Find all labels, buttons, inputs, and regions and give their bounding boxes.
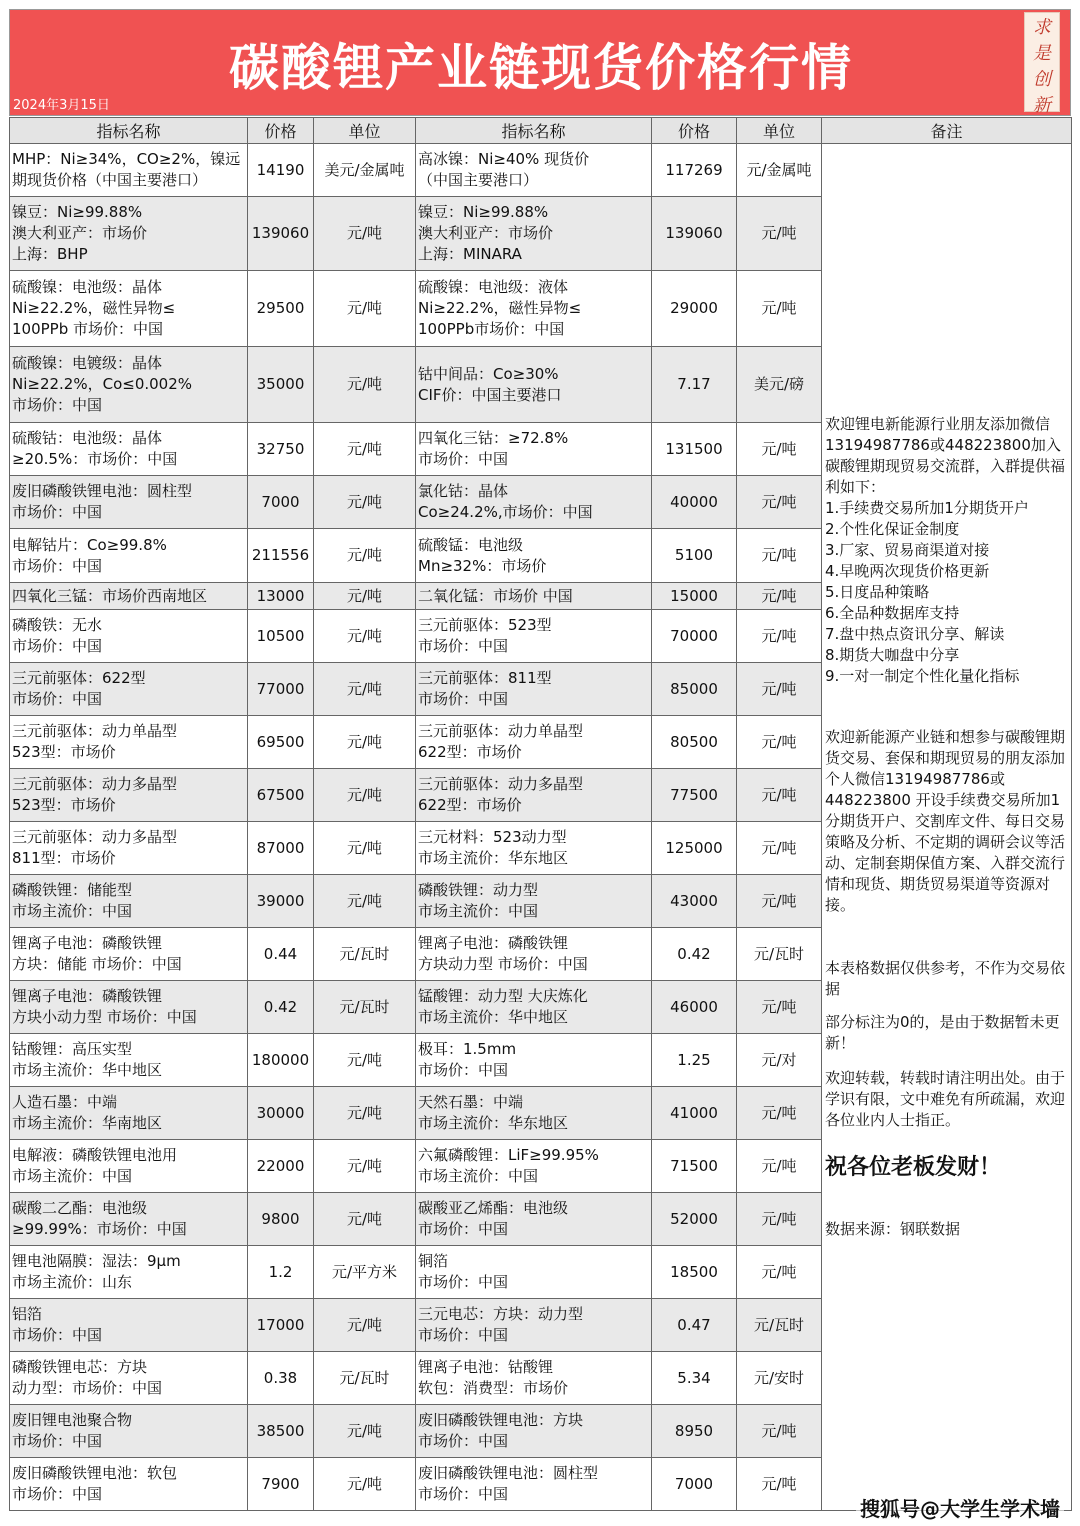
item-unit-right: 元/金属吨 <box>737 144 822 197</box>
item-name-right: 硫酸锰：电池级 Mn≥32%：市场价 <box>416 529 652 583</box>
item-price-right: 7.17 <box>652 347 737 423</box>
col-header-name: 指标名称 <box>416 118 652 144</box>
item-price-right: 5.34 <box>652 1352 737 1405</box>
item-name-left: 三元前驱体：动力多晶型 811型：市场价 <box>10 822 248 875</box>
col-header-notes: 备注 <box>822 118 1072 144</box>
item-price-left: 17000 <box>248 1299 314 1352</box>
item-unit-right: 元/吨 <box>737 1087 822 1140</box>
item-name-left: 硫酸镍：电镀级：晶体 Ni≥22.2%，Co≤0.002% 市场价：中国 <box>10 347 248 423</box>
item-name-right: 铜箔 市场价：中国 <box>416 1246 652 1299</box>
item-price-left: 10500 <box>248 610 314 663</box>
item-name-left: 废旧锂电池聚合物 市场价：中国 <box>10 1405 248 1458</box>
item-price-left: 77000 <box>248 663 314 716</box>
item-unit-right: 元/吨 <box>737 716 822 769</box>
item-unit-left: 元/吨 <box>314 1405 416 1458</box>
item-unit-right: 元/吨 <box>737 981 822 1034</box>
item-unit-right: 元/吨 <box>737 1193 822 1246</box>
item-price-left: 211556 <box>248 529 314 583</box>
seal-char: 新 <box>1033 95 1051 116</box>
item-unit-left: 元/吨 <box>314 1458 416 1511</box>
item-unit-right: 元/吨 <box>737 476 822 529</box>
item-price-left: 0.38 <box>248 1352 314 1405</box>
item-name-right: 极耳：1.5mm 市场价：中国 <box>416 1034 652 1087</box>
item-unit-right: 元/对 <box>737 1034 822 1087</box>
item-price-left: 14190 <box>248 144 314 197</box>
item-name-left: 废旧磷酸铁锂电池：软包 市场价：中国 <box>10 1458 248 1511</box>
item-unit-left: 元/吨 <box>314 610 416 663</box>
notes-intro: 欢迎锂电新能源行业朋友添加微信 13194987786或448223800加入碳酸锂期现贸易交流群，入群提供福利如下： <box>825 415 1066 496</box>
item-unit-left: 元/瓦时 <box>314 981 416 1034</box>
price-table <box>9 117 1072 1511</box>
watermark: 搜狐号@大学生学术墙 <box>856 1493 1064 1522</box>
item-price-left: 30000 <box>248 1087 314 1140</box>
item-price-left: 67500 <box>248 769 314 822</box>
item-unit-right: 元/瓦时 <box>737 928 822 981</box>
item-price-left: 139060 <box>248 197 314 271</box>
notes-disclaimer: 本表格数据仅供参考，不作为交易依据 <box>825 959 1066 998</box>
item-unit-right: 元/吨 <box>737 529 822 583</box>
item-price-left: 9800 <box>248 1193 314 1246</box>
item-name-right: 镍豆：Ni≥99.88% 澳大利亚产：市场价 上海：MINARA <box>416 197 652 271</box>
item-unit-right: 元/吨 <box>737 875 822 928</box>
benefit-item: 6.全品种数据库支持 <box>825 604 960 622</box>
item-unit-left: 元/吨 <box>314 583 416 610</box>
item-name-left: 废旧磷酸铁锂电池：圆柱型 市场价：中国 <box>10 476 248 529</box>
item-unit-right: 元/吨 <box>737 769 822 822</box>
table-row <box>10 144 1072 197</box>
item-unit-right: 元/吨 <box>737 610 822 663</box>
item-price-right: 52000 <box>652 1193 737 1246</box>
item-name-right: 废旧磷酸铁锂电池：方块 市场价：中国 <box>416 1405 652 1458</box>
item-name-right: 锂离子电池：磷酸铁锂 方块动力型 市场价：中国 <box>416 928 652 981</box>
item-unit-right: 元/瓦时 <box>737 1299 822 1352</box>
benefit-item: 4.早晚两次现货价格更新 <box>825 562 990 580</box>
item-price-right: 40000 <box>652 476 737 529</box>
item-price-right: 5100 <box>652 529 737 583</box>
item-price-right: 70000 <box>652 610 737 663</box>
item-unit-left: 元/平方米 <box>314 1246 416 1299</box>
item-unit-left: 元/吨 <box>314 1034 416 1087</box>
item-unit-left: 元/吨 <box>314 1299 416 1352</box>
item-unit-left: 元/吨 <box>314 423 416 476</box>
item-price-right: 8950 <box>652 1405 737 1458</box>
item-name-left: 硫酸镍：电池级：晶体 Ni≥22.2%，磁性异物≤ 100PPb 市场价：中国 <box>10 271 248 347</box>
item-unit-right: 元/吨 <box>737 822 822 875</box>
item-name-left: 四氧化三锰：市场价西南地区 <box>10 583 248 610</box>
item-name-left: 硫酸钴：电池级：晶体 ≥20.5%：市场价：中国 <box>10 423 248 476</box>
item-price-left: 29500 <box>248 271 314 347</box>
item-name-left: 镍豆：Ni≥99.88% 澳大利亚产：市场价 上海：BHP <box>10 197 248 271</box>
col-header-unit: 单位 <box>314 118 416 144</box>
title-banner <box>9 9 1071 116</box>
item-price-left: 0.42 <box>248 981 314 1034</box>
notes-repost: 欢迎转载，转载时请注明出处。由于学识有限，文中难免有所疏漏，欢迎各位业内人士指正。 <box>825 1069 1066 1129</box>
item-price-left: 69500 <box>248 716 314 769</box>
item-unit-left: 元/瓦时 <box>314 1352 416 1405</box>
item-price-right: 80500 <box>652 716 737 769</box>
item-name-left: MHP：Ni≥34%，CO≥2%，镍远期现货价格（中国主要港口） <box>10 144 248 197</box>
item-unit-right: 元/吨 <box>737 1405 822 1458</box>
item-name-left: 三元前驱体：动力多晶型 523型：市场价 <box>10 769 248 822</box>
item-name-left: 碳酸二乙酯：电池级 ≥99.99%：市场价：中国 <box>10 1193 248 1246</box>
seal-char: 创 <box>1033 69 1051 90</box>
item-price-left: 87000 <box>248 822 314 875</box>
item-unit-left: 美元/金属吨 <box>314 144 416 197</box>
item-price-right: 71500 <box>652 1140 737 1193</box>
page-title: 碳酸锂产业链现货价格行情 <box>229 38 853 97</box>
item-price-left: 22000 <box>248 1140 314 1193</box>
item-name-left: 锂离子电池：磷酸铁锂 方块小动力型 市场价：中国 <box>10 981 248 1034</box>
seal-stamp <box>1024 12 1060 116</box>
header-row <box>10 118 1072 144</box>
item-name-right: 锰酸锂：动力型 大庆炼化 市场主流价：华中地区 <box>416 981 652 1034</box>
benefit-item: 3.厂家、贸易商渠道对接 <box>825 541 990 559</box>
item-unit-right: 元/安时 <box>737 1352 822 1405</box>
benefit-list <box>825 498 1068 687</box>
seal-char: 是 <box>1033 43 1051 64</box>
item-unit-left: 元/吨 <box>314 476 416 529</box>
item-unit-left: 元/吨 <box>314 769 416 822</box>
item-name-right: 三元前驱体：523型 市场价：中国 <box>416 610 652 663</box>
item-unit-left: 元/吨 <box>314 875 416 928</box>
item-name-left: 电解钴片：Co≥99.8% 市场价：中国 <box>10 529 248 583</box>
item-name-right: 三元前驱体：811型 市场价：中国 <box>416 663 652 716</box>
item-price-right: 125000 <box>652 822 737 875</box>
item-unit-left: 元/吨 <box>314 529 416 583</box>
item-price-right: 77500 <box>652 769 737 822</box>
col-header-price: 价格 <box>652 118 737 144</box>
item-price-left: 0.44 <box>248 928 314 981</box>
benefit-item: 7.盘中热点资讯分享、解读 <box>825 625 1005 643</box>
item-unit-left: 元/吨 <box>314 663 416 716</box>
item-name-right: 锂离子电池：钴酸锂 软包：消费型：市场价 <box>416 1352 652 1405</box>
item-unit-left: 元/吨 <box>314 1087 416 1140</box>
item-name-right: 氯化钴：晶体 Co≥24.2%,市场价：中国 <box>416 476 652 529</box>
item-unit-left: 元/吨 <box>314 1193 416 1246</box>
item-unit-left: 元/吨 <box>314 822 416 875</box>
notes-invite: 欢迎新能源产业链和想参与碳酸锂期货交易、套保和期现贸易的朋友添加个人微信13194987786或448223800 开设手续费交易所加1分期货开户、交割库文件、每日交易策略及分析、不定期的调研会议等活动、定制套期保值方案、入群交流行情和现货、期货贸易渠道等资源对接。 <box>825 728 1066 914</box>
benefit-item: 2.个性化保证金制度 <box>825 520 960 538</box>
item-unit-left: 元/吨 <box>314 347 416 423</box>
item-unit-left: 元/吨 <box>314 271 416 347</box>
item-price-left: 7000 <box>248 476 314 529</box>
item-name-right: 三元前驱体：动力多晶型 622型：市场价 <box>416 769 652 822</box>
item-name-left: 铝箔 市场价：中国 <box>10 1299 248 1352</box>
item-price-right: 29000 <box>652 271 737 347</box>
item-unit-right: 元/吨 <box>737 197 822 271</box>
item-unit-right: 元/吨 <box>737 1140 822 1193</box>
item-price-left: 7900 <box>248 1458 314 1511</box>
item-price-left: 38500 <box>248 1405 314 1458</box>
item-name-right: 三元材料：523动力型 市场主流价：华东地区 <box>416 822 652 875</box>
notes-blessing: 祝各位老板发财！ <box>825 1155 1002 1180</box>
item-name-left: 磷酸铁锂：储能型 市场主流价：中国 <box>10 875 248 928</box>
item-price-left: 32750 <box>248 423 314 476</box>
item-name-left: 锂离子电池：磷酸铁锂 方块：储能 市场价：中国 <box>10 928 248 981</box>
col-header-name: 指标名称 <box>10 118 248 144</box>
item-name-left: 三元前驱体：622型 市场价：中国 <box>10 663 248 716</box>
item-unit-right: 元/吨 <box>737 423 822 476</box>
item-price-right: 15000 <box>652 583 737 610</box>
item-price-right: 0.42 <box>652 928 737 981</box>
item-name-left: 磷酸铁锂电芯：方块 动力型：市场价：中国 <box>10 1352 248 1405</box>
item-unit-right: 元/吨 <box>737 1458 822 1511</box>
item-name-right: 三元电芯：方块：动力型 市场价：中国 <box>416 1299 652 1352</box>
item-price-right: 139060 <box>652 197 737 271</box>
item-price-right: 7000 <box>652 1458 737 1511</box>
item-name-right: 二氧化锰：市场价 中国 <box>416 583 652 610</box>
notes-zero: 部分标注为0的，是由于数据暂未更新！ <box>825 1013 1060 1052</box>
item-price-left: 35000 <box>248 347 314 423</box>
item-price-right: 85000 <box>652 663 737 716</box>
item-name-right: 三元前驱体：动力单晶型 622型：市场价 <box>416 716 652 769</box>
item-unit-right: 元/吨 <box>737 583 822 610</box>
item-name-left: 磷酸铁：无水 市场价：中国 <box>10 610 248 663</box>
item-name-right: 钴中间品：Co≥30% CIF价：中国主要港口 <box>416 347 652 423</box>
item-price-right: 117269 <box>652 144 737 197</box>
item-name-right: 天然石墨：中端 市场主流价：华东地区 <box>416 1087 652 1140</box>
item-unit-right: 元/吨 <box>737 663 822 716</box>
benefit-item: 1.手续费交易所加1分期货开户 <box>825 499 1029 517</box>
item-name-right: 六氟磷酸锂：LiF≥99.95% 市场主流价：中国 <box>416 1140 652 1193</box>
notes-column <box>822 144 1072 1511</box>
item-name-left: 人造石墨：中端 市场主流价：华南地区 <box>10 1087 248 1140</box>
item-name-left: 电解液：磷酸铁锂电池用 市场主流价：中国 <box>10 1140 248 1193</box>
item-name-right: 高冰镍：Ni≥40% 现货价 （中国主要港口） <box>416 144 652 197</box>
benefit-item: 8.期货大咖盘中分享 <box>825 646 960 664</box>
item-name-left: 三元前驱体：动力单晶型 523型：市场价 <box>10 716 248 769</box>
item-price-left: 1.2 <box>248 1246 314 1299</box>
item-price-right: 1.25 <box>652 1034 737 1087</box>
item-unit-left: 元/瓦时 <box>314 928 416 981</box>
item-name-right: 硫酸镍：电池级：液体 Ni≥22.2%，磁性异物≤ 100PPb市场价：中国 <box>416 271 652 347</box>
item-unit-left: 元/吨 <box>314 197 416 271</box>
item-price-right: 41000 <box>652 1087 737 1140</box>
item-price-left: 13000 <box>248 583 314 610</box>
item-price-left: 39000 <box>248 875 314 928</box>
item-unit-left: 元/吨 <box>314 1140 416 1193</box>
item-name-right: 废旧磷酸铁锂电池：圆柱型 市场价：中国 <box>416 1458 652 1511</box>
item-price-right: 0.47 <box>652 1299 737 1352</box>
item-price-right: 131500 <box>652 423 737 476</box>
item-name-right: 四氧化三钴：≥72.8% 市场价：中国 <box>416 423 652 476</box>
item-unit-left: 元/吨 <box>314 716 416 769</box>
item-name-left: 钴酸锂：高压实型 市场主流价：华中地区 <box>10 1034 248 1087</box>
benefit-item: 5.日度品种策略 <box>825 583 930 601</box>
item-unit-right: 元/吨 <box>737 1246 822 1299</box>
item-name-left: 锂电池隔膜：湿法：9μm 市场主流价：山东 <box>10 1246 248 1299</box>
item-price-right: 18500 <box>652 1246 737 1299</box>
item-unit-right: 元/吨 <box>737 271 822 347</box>
item-price-right: 46000 <box>652 981 737 1034</box>
col-header-price: 价格 <box>248 118 314 144</box>
item-name-right: 碳酸亚乙烯酯：电池级 市场价：中国 <box>416 1193 652 1246</box>
item-unit-right: 美元/磅 <box>737 347 822 423</box>
item-name-right: 磷酸铁锂：动力型 市场主流价：中国 <box>416 875 652 928</box>
benefit-item: 9.一对一制定个性化量化指标 <box>825 667 1020 685</box>
seal-char: 求 <box>1033 17 1051 38</box>
col-header-unit: 单位 <box>737 118 822 144</box>
item-price-left: 180000 <box>248 1034 314 1087</box>
report-date: 2024年3月15日 <box>13 98 110 113</box>
item-price-right: 43000 <box>652 875 737 928</box>
notes-source: 数据来源：钢联数据 <box>825 1220 961 1238</box>
